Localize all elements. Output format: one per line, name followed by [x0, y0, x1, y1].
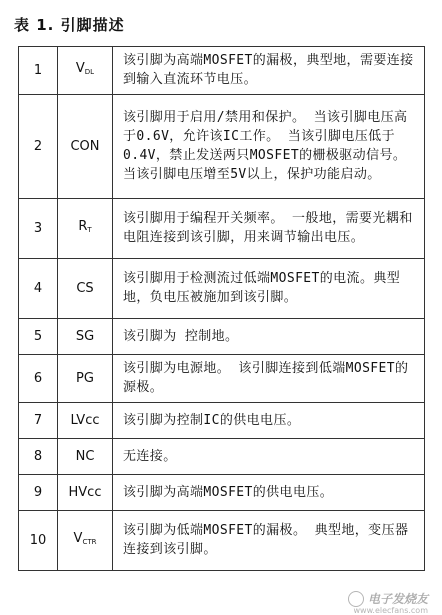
table-row — [19, 199, 425, 259]
pin-name-main: NC — [75, 449, 95, 464]
pin-number: 6 — [19, 355, 58, 403]
pin-number: 10 — [19, 511, 58, 571]
pin-number: 7 — [19, 403, 58, 439]
pin-name — [58, 439, 113, 475]
pin-description: 该引脚为高端MOSFET的漏极，典型地，需要连接到输入直流环节电压。 — [113, 47, 425, 95]
pin-number: 8 — [19, 439, 58, 475]
pin-number: 2 — [19, 95, 58, 199]
pin-name-main: HVcc — [68, 485, 102, 500]
table-row — [19, 95, 425, 199]
pin-name-subscript: DL — [84, 68, 95, 76]
table-row — [19, 439, 425, 475]
pin-name — [58, 95, 113, 199]
pin-number: 1 — [19, 47, 58, 95]
table-row — [19, 403, 425, 439]
pin-name — [58, 475, 113, 511]
pin-name-main: SG — [75, 329, 95, 344]
watermark-url: www.elecfans.com — [353, 606, 428, 615]
pin-name — [58, 259, 113, 319]
pin-name — [58, 199, 113, 259]
pin-name — [58, 355, 113, 403]
pin-name — [58, 403, 113, 439]
pin-description: 该引脚用于检测流过低端MOSFET的电流。典型地，负电压被施加到该引脚。 — [113, 259, 425, 319]
pin-name-main: LVcc — [70, 413, 100, 428]
table-row — [19, 319, 425, 355]
pin-number: 9 — [19, 475, 58, 511]
pin-name — [58, 47, 113, 95]
pin-name-main: CS — [76, 281, 94, 296]
pin-name — [58, 319, 113, 355]
watermark-logo-icon — [348, 591, 364, 607]
pin-description: 该引脚用于编程开关频率。 一般地，需要光耦和电阻连接到该引脚，用来调节输出电压。 — [113, 199, 425, 259]
pin-name — [58, 511, 113, 571]
pin-number: 3 — [19, 199, 58, 259]
pin-description: 该引脚为低端MOSFET的漏极。 典型地，变压器连接到该引脚。 — [113, 511, 425, 571]
pin-number: 5 — [19, 319, 58, 355]
pin-description: 该引脚为控制IC的供电电压。 — [113, 403, 425, 439]
pin-name-main: R — [78, 219, 88, 234]
pin-name-main: CON — [70, 139, 100, 154]
pin-name-subscript: CTR — [82, 538, 97, 546]
pin-description: 该引脚为电源地。 该引脚连接到低端MOSFET的源极。 — [113, 355, 425, 403]
pin-name-subscript: T — [87, 226, 92, 234]
pin-name-main: PG — [76, 371, 94, 386]
table-row — [19, 475, 425, 511]
pin-number: 4 — [19, 259, 58, 319]
watermark-text: 电子发烧友 — [367, 592, 428, 606]
table-row — [19, 47, 425, 95]
table-row — [19, 355, 425, 403]
pin-name-main: V — [73, 531, 83, 546]
pin-description: 该引脚用于启用/禁用和保护。 当该引脚电压高于0.6V，允许该IC工作。 当该引脚电压低于0.4V，禁止发送两只MOSFET的栅极驱动信号。 当该引脚电压增至5V以上，保护功能启动。 — [113, 95, 425, 199]
pin-description: 该引脚为高端MOSFET的供电电压。 — [113, 475, 425, 511]
table-row — [19, 259, 425, 319]
pin-name-main: V — [75, 61, 85, 76]
pin-description: 无连接。 — [113, 439, 425, 475]
pin-description-table — [18, 46, 425, 571]
table-title: 表 1. 引脚描述 — [14, 16, 125, 34]
pin-description: 该引脚为 控制地。 — [113, 319, 425, 355]
table-row — [19, 511, 425, 571]
watermark — [348, 590, 428, 607]
